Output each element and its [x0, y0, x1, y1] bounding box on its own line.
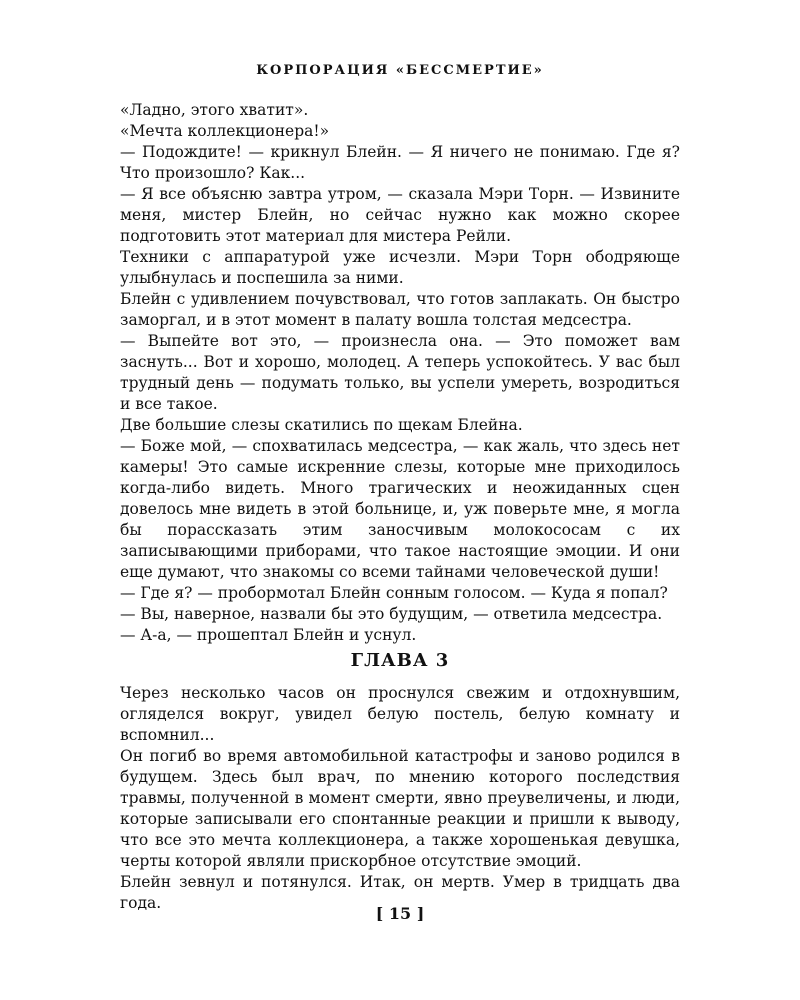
paragraph: Через несколько часов он проснулся свежим и отдохнувшим, огляделся вокруг, увидел белую постель, белую комнату и вспомнил...: [120, 684, 680, 744]
paragraph: — Подождите! — крикнул Блейн. — Я ничего не понимаю. Где я? Что произошло? Как...: [120, 143, 680, 182]
paragraph: — Я все объясню завтра утром, — сказала Мэри Торн. — Извините меня, мистер Блейн, но сейчас нужно как можно скорее подготовить этот материал для мистера Рейли.: [120, 185, 680, 245]
page-number: [ 15 ]: [375, 904, 425, 923]
paragraph: — Выпейте вот это, — произнесла она. — Это поможет вам заснуть... Вот и хорошо, молодец. А теперь успокойтесь. У вас был трудный день — подумать только, вы успели умереть, возродиться и все такое.: [120, 332, 680, 413]
paragraph: Блейн с удивлением почувствовал, что готов заплакать. Он быстро заморгал, и в этот момент в палату вошла толстая медсестра.: [120, 290, 680, 329]
paragraph: — Вы, наверное, назвали бы это будущим, — ответила медсестра.: [120, 605, 663, 623]
paragraph: «Ладно, этого хватит».: [120, 101, 309, 119]
paragraph: Техники с аппаратурой уже исчезли. Мэри Торн ободряюще улыбнулась и поспешила за ними.: [120, 248, 680, 287]
body-text-top: [120, 100, 680, 646]
running-header: КОРПОРАЦИЯ «БЕССМЕРТИЕ»: [256, 63, 544, 78]
paragraph: — Где я? — пробормотал Блейн сонным голосом. — Куда я попал?: [120, 584, 668, 602]
paragraph: Он погиб во время автомобильной катастрофы и заново родился в будущем. Здесь был врач, по мнению которого последствия травмы, полученной в момент смерти, явно преувеличены, и люди, которые записывали его спонтанные реакции и пришли к выводу, что все это мечта коллекционера, а также хорошенькая девушка, черты которой являли прискорбное отсутствие эмоций.: [120, 747, 680, 870]
paragraph: — А-а, — прошептал Блейн и уснул.: [120, 626, 417, 644]
paragraph: Две большие слезы скатились по щекам Блейна.: [120, 416, 523, 434]
body-text-bottom: [120, 683, 680, 914]
paragraph: Блейн зевнул и потянулся. Итак, он мертв. Умер в тридцать два года.: [120, 873, 680, 912]
paragraph: «Мечта коллекционера!»: [120, 122, 330, 140]
paragraph: — Боже мой, — спохватилась медсестра, — как жаль, что здесь нет камеры! Это самые искренние слезы, которые мне приходилось когда-либо видеть. Много трагических и неожиданных сцен довелось мне видеть в этой больнице, и, уж поверьте мне, я могла бы порассказать этим заносчивым молокососам с их записывающими приборами, что такое настоящие эмоции. И они еще думают, что знакомы со всеми тайнами человеческой души!: [120, 437, 680, 581]
chapter-title: ГЛАВА 3: [350, 650, 450, 671]
